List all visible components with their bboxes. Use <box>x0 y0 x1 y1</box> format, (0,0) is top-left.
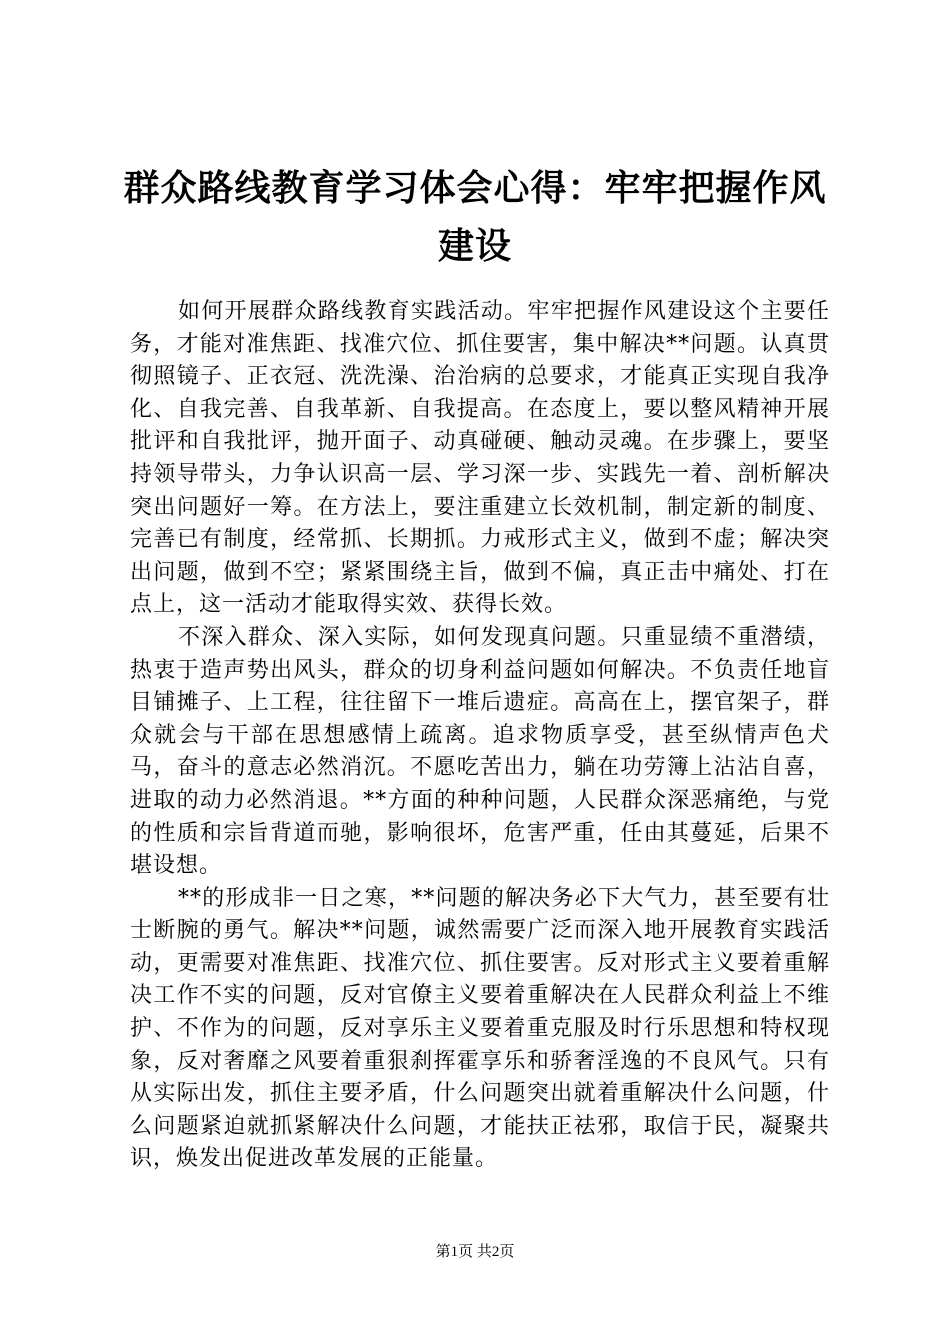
paragraph-3: **的形成非一日之寒，**问题的解决务必下大气力，甚至要有壮士断腕的勇气。解决**问题，诚然需要广泛而深入地开展教育实践活动，更需要对准焦距、找准穴位、抓住要害。反对形式主义要着重解决工作不实的问题，反对官僚主义要着重解决在人民群众利益上不维护、不作为的问题，反对享乐主义要着重克服及时行乐思想和特权现象，反对奢靡之风要着重狠刹挥霍享乐和骄奢淫逸的不良风气。只有从实际出发，抓住主要矛盾，什么问题突出就着重解决什么问题，什么问题紧迫就抓紧解决什么问题，才能扶正祛邪，取信于民，凝聚共识，焕发出促进改革发展的正能量。 <box>130 885 830 1172</box>
paragraph-2: 不深入群众、深入实际，如何发现真问题。只重显绩不重潜绩，热衷于造声势出风头，群众的切身利益问题如何解决。不负责任地盲目铺摊子、上工程，往往留下一堆后遗症。高高在上，摆官架子，群众就会与干部在思想感情上疏离。追求物质享受，甚至纵情声色犬马，奋斗的意志必然消沉。不愿吃苦出力，躺在功劳簿上沾沾自喜，进取的动力必然消退。**方面的种种问题，人民群众深恶痛绝，与党的性质和宗旨背道而驰，影响很坏，危害严重，任由其蔓延，后果不堪设想。 <box>130 624 830 879</box>
document-title: 群众路线教育学习体会心得：牢牢把握作风建设 <box>123 168 827 267</box>
document-body <box>130 296 830 1176</box>
page-footer: 第1页 共2页 <box>435 1244 515 1260</box>
paragraph-1: 如何开展群众路线教育实践活动。牢牢把握作风建设这个主要任务，才能对准焦距、找准穴位、抓住要害，集中解决**问题。认真贯彻照镜子、正衣冠、洗洗澡、治治病的总要求，才能真正实现自我净化、自我完善、自我革新、自我提高。在态度上，要以整风精神开展批评和自我批评，抛开面子、动真碰硬、触动灵魂。在步骤上，要坚持领导带头，力争认识高一层、学习深一步、实践先一着、剖析解决突出问题好一筹。在方法上，要注重建立长效机制，制定新的制度、完善已有制度，经常抓、长期抓。力戒形式主义，做到不虚；解决突出问题，做到不空；紧紧围绕主旨，做到不偏，真正击中痛处、打在点上，这一活动才能取得实效、获得长效。 <box>130 299 830 618</box>
